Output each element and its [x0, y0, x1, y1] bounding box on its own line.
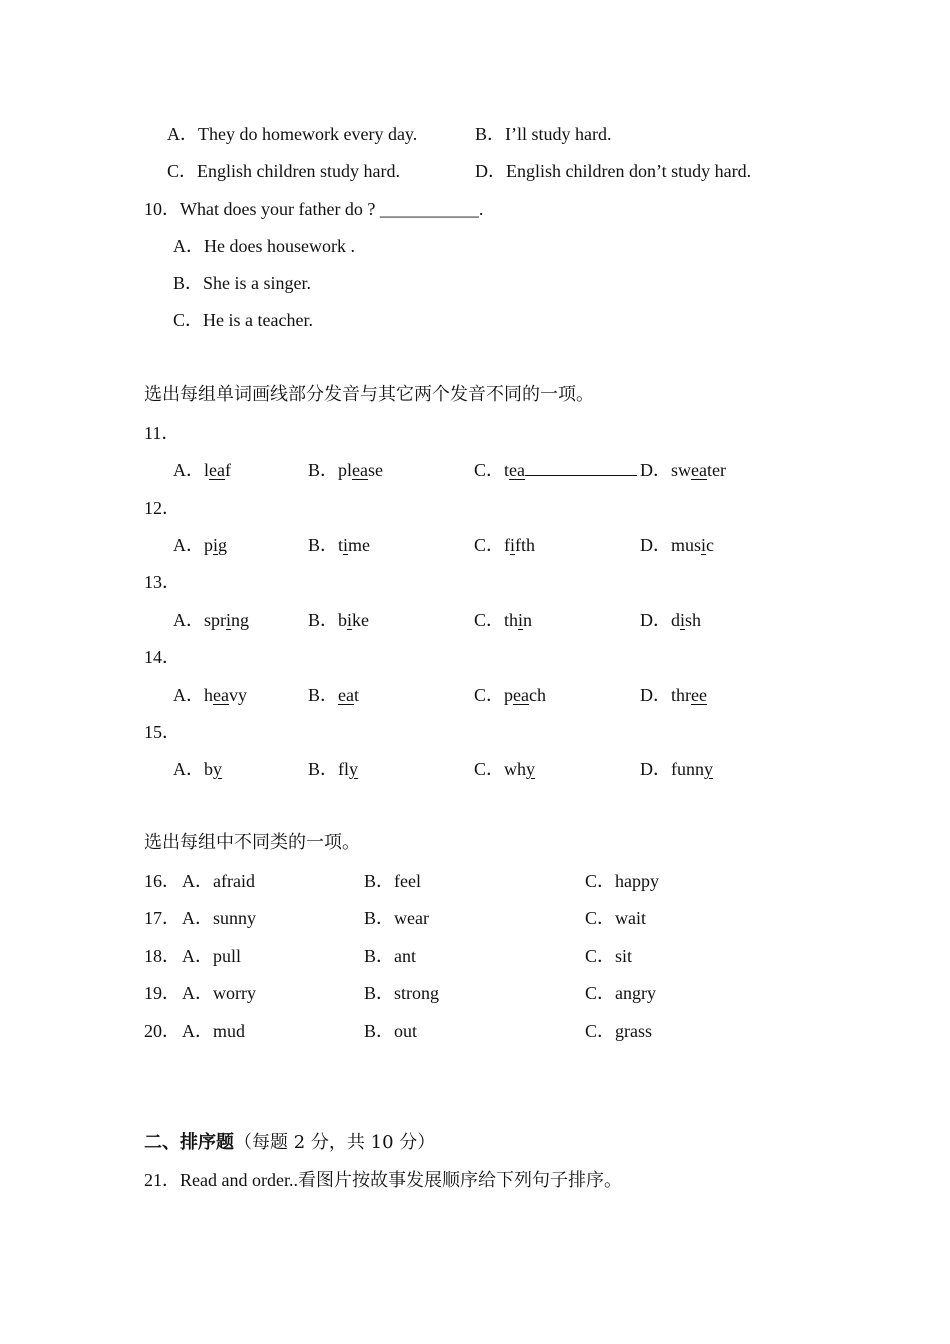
section2-heading	[144, 1130, 435, 1155]
q12-option-d: D．music	[640, 535, 715, 555]
q10-option-c: C．He is a teacher.	[173, 310, 313, 330]
pronunciation-instruction: 选出每组单词画线部分发音与其它两个发音不同的一项。	[144, 384, 594, 405]
q11-number: 11．	[144, 423, 180, 443]
section2-title: 二、排序题	[144, 1132, 234, 1153]
q9-option-b: B．I’ll study hard.	[475, 124, 612, 144]
q19-option-c: C．angry	[585, 983, 656, 1003]
q12-option-c: C．fifth	[474, 535, 536, 555]
q17-option-a: A．sunny	[182, 908, 257, 928]
q15-option-a: A．by	[173, 759, 222, 779]
q11-option-d: D．sweater	[640, 460, 726, 480]
q9-option-d: D．English children don’t study hard.	[475, 161, 752, 181]
q17-option-c: C．wait	[585, 908, 646, 928]
q15-option-b: B．fly	[308, 759, 359, 779]
q9-option-a: A．They do homework every day.	[167, 124, 418, 144]
q15-number: 15．	[144, 722, 180, 742]
q21-stem: 21．Read and order..看图片按故事发展顺序给下列句子排序。	[144, 1170, 622, 1190]
q10-option-a: A．He does housework .	[173, 236, 355, 256]
q10-stem: 10．What does your father do ? ___________.	[144, 199, 484, 219]
q19-number: 19．	[144, 983, 180, 1003]
q12-option-b: B．time	[308, 535, 371, 555]
q18-option-a: A．pull	[182, 946, 242, 966]
q18-option-c: C．sit	[585, 946, 633, 966]
q14-option-b: B．eat	[308, 685, 360, 705]
q20-option-c: C．grass	[585, 1021, 652, 1041]
q15-option-c: C．why	[474, 759, 536, 779]
q14-option-c: C．peach	[474, 685, 546, 705]
q13-option-d: D．dish	[640, 610, 702, 630]
q14-number: 14．	[144, 647, 180, 667]
q16-option-c: C．happy	[585, 871, 659, 891]
q16-option-a: A．afraid	[182, 871, 255, 891]
q13-number: 13．	[144, 572, 180, 592]
q11-option-a: A．leaf	[173, 460, 231, 480]
q19-option-b: B．strong	[364, 983, 440, 1003]
q20-number: 20．	[144, 1021, 180, 1041]
q13-option-a: A．spring	[173, 610, 250, 630]
q13-option-b: B．bike	[308, 610, 370, 630]
q12-option-a: A．pig	[173, 535, 228, 555]
q11-blank-line	[525, 474, 637, 476]
q20-option-b: B．out	[364, 1021, 418, 1041]
q18-number: 18．	[144, 946, 180, 966]
q14-option-d: D．three	[640, 685, 707, 705]
q17-option-b: B．wear	[364, 908, 429, 928]
q17-number: 17．	[144, 908, 180, 928]
q19-option-a: A．worry	[182, 983, 256, 1003]
q18-option-b: B．ant	[364, 946, 416, 966]
q14-option-a: A．heavy	[173, 685, 247, 705]
q9-option-c: C．English children study hard.	[167, 161, 400, 181]
classification-instruction: 选出每组中不同类的一项。	[144, 832, 360, 853]
q15-option-d: D．funny	[640, 759, 713, 779]
q20-option-a: A．mud	[182, 1021, 245, 1041]
q13-option-c: C．thin	[474, 610, 533, 630]
q16-option-b: B．feel	[364, 871, 421, 891]
q11-option-c: C．tea	[474, 458, 637, 482]
q12-number: 12．	[144, 498, 180, 518]
q16-number: 16．	[144, 871, 180, 891]
section2-score: （每题 2 分，共 10 分）	[234, 1132, 436, 1153]
q10-option-b: B．She is a singer.	[173, 273, 311, 293]
q11-option-b: B．please	[308, 460, 384, 480]
